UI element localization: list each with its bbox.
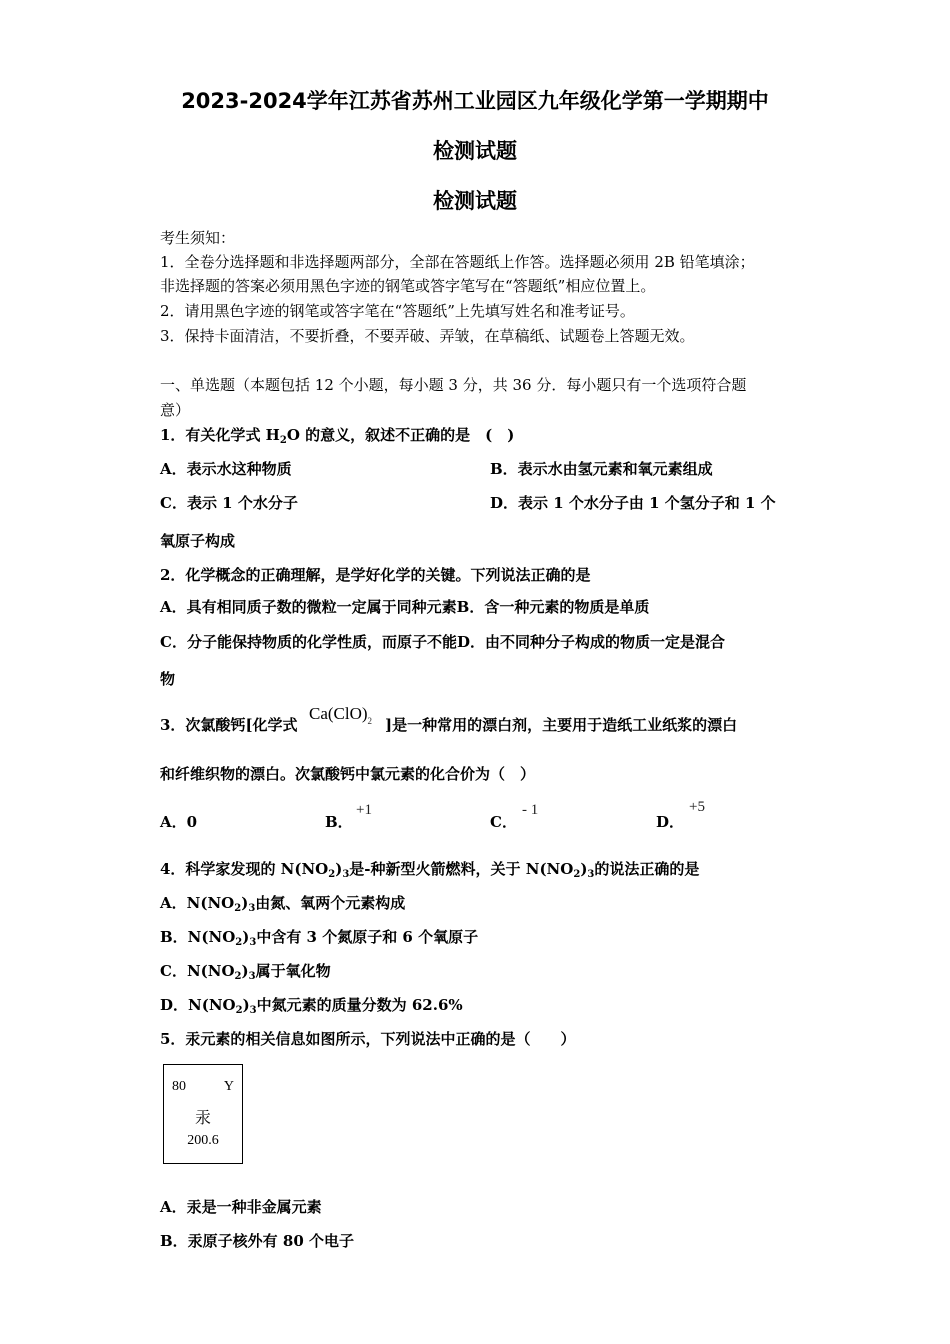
element-name: 汞 xyxy=(194,1108,211,1127)
q3-stem-a: 3．次氯酸钙[化学式 xyxy=(160,716,298,734)
q3-option-c-label: C． xyxy=(490,813,517,831)
q1-stem: 1．有关化学式 $H_2O$ 的意义，叙述不正确的是 ( ) xyxy=(160,426,515,446)
q4-stem: 4．科学家发现的 $N(NO_2)_3$是-种新型火箭燃料，关于 $N(NO_2)_3$的说法正确的是 xyxy=(160,860,700,880)
q2-options-cd: C．分子能保持物质的化学性质，而原子不能D．由不同种分子构成的物质一定是混合 xyxy=(160,633,725,651)
q3-option-a: A．0 xyxy=(160,813,198,831)
q1-option-c: C．表示 1 个水分子 xyxy=(160,494,298,512)
q3-option-d-value: +5 xyxy=(689,799,705,815)
q3-option-c-value: - 1 xyxy=(522,802,539,818)
q1-option-a: A．表示水这种物质 xyxy=(160,460,292,478)
q3-stem-b: ]是一种常用的漂白剂，主要用于造纸工业纸浆的漂白 xyxy=(385,716,738,734)
notice-heading: 考生须知： xyxy=(160,229,236,247)
element-symbol: Y xyxy=(223,1079,234,1094)
notice-item-2: 2．请用黑色字迹的钢笔或答字笔在“答题纸”上先填写姓名和准考证号。 xyxy=(160,302,635,320)
q2-options-cd-cont: 物 xyxy=(160,670,176,688)
q5-option-b: B．汞原子核外有 80 个电子 xyxy=(160,1232,354,1250)
q4-option-c: C．$N(NO_2)_3$属于氧化物 xyxy=(160,962,331,982)
notice-item-1: 1．全卷分选择题和非选择题两部分，全部在答题纸上作答。选择题必须用 2B 铅笔填涂； xyxy=(160,253,755,271)
q4-option-d: D．$N(NO_2)_3$中氮元素的质量分数为 62.6% xyxy=(160,996,463,1016)
q5-option-a: A．汞是一种非金属元素 xyxy=(160,1198,322,1216)
exam-title-line2: 检测试题 xyxy=(433,139,517,163)
q1-option-d-cont: 氧原子构成 xyxy=(160,532,236,550)
element-atomic-number: 80 xyxy=(172,1079,186,1094)
section-heading-cont: 意） xyxy=(160,401,191,419)
q4-option-a: A．$N(NO_2)_3$由氮、氧两个元素构成 xyxy=(160,894,406,914)
section-heading: 一、单选题（本题包括 12 个小题，每小题 3 分，共 36 分．每小题只有一个选项符合题 xyxy=(160,376,747,394)
exam-title-line1: 2023-2024学年江苏省苏州工业园区九年级化学第一学期期中 xyxy=(181,89,769,113)
element-atomic-mass: 200.6 xyxy=(187,1133,219,1148)
element-card-mercury xyxy=(163,1064,243,1164)
q3-formula: $Ca(ClO)_2$ xyxy=(309,704,373,726)
q3-option-b-label: B． xyxy=(325,813,353,831)
q1-option-b: B．表示水由氢元素和氧元素组成 xyxy=(490,460,713,478)
exam-title-line3: 检测试题 xyxy=(433,189,517,213)
q5-stem: 5．汞元素的相关信息如图所示，下列说法中正确的是（ ） xyxy=(160,1030,576,1048)
q1-option-d: D．表示 1 个水分子由 1 个氢分子和 1 个 xyxy=(490,494,776,512)
notice-item-1-cont: 非选择题的答案必须用黑色字迹的钢笔或答字笔写在“答题纸”相应位置上。 xyxy=(160,277,656,295)
notice-item-3: 3．保持卡面清洁，不要折叠，不要弄破、弄皱，在草稿纸、试题卷上答题无效。 xyxy=(160,327,695,345)
q3-option-b-value: +1 xyxy=(356,802,372,818)
q2-stem: 2．化学概念的正确理解，是学好化学的关键。下列说法正确的是 xyxy=(160,566,591,584)
q3-stem-line2: 和纤维织物的漂白。次氯酸钙中氯元素的化合价为（ ） xyxy=(160,765,536,783)
q2-options-ab: A．具有相同质子数的微粒一定属于同种元素B．含一种元素的物质是单质 xyxy=(160,598,650,616)
q4-option-b: B．$N(NO_2)_3$中含有 3 个氮原子和 6 个氧原子 xyxy=(160,928,479,948)
q3-option-d-label: D． xyxy=(656,813,685,831)
